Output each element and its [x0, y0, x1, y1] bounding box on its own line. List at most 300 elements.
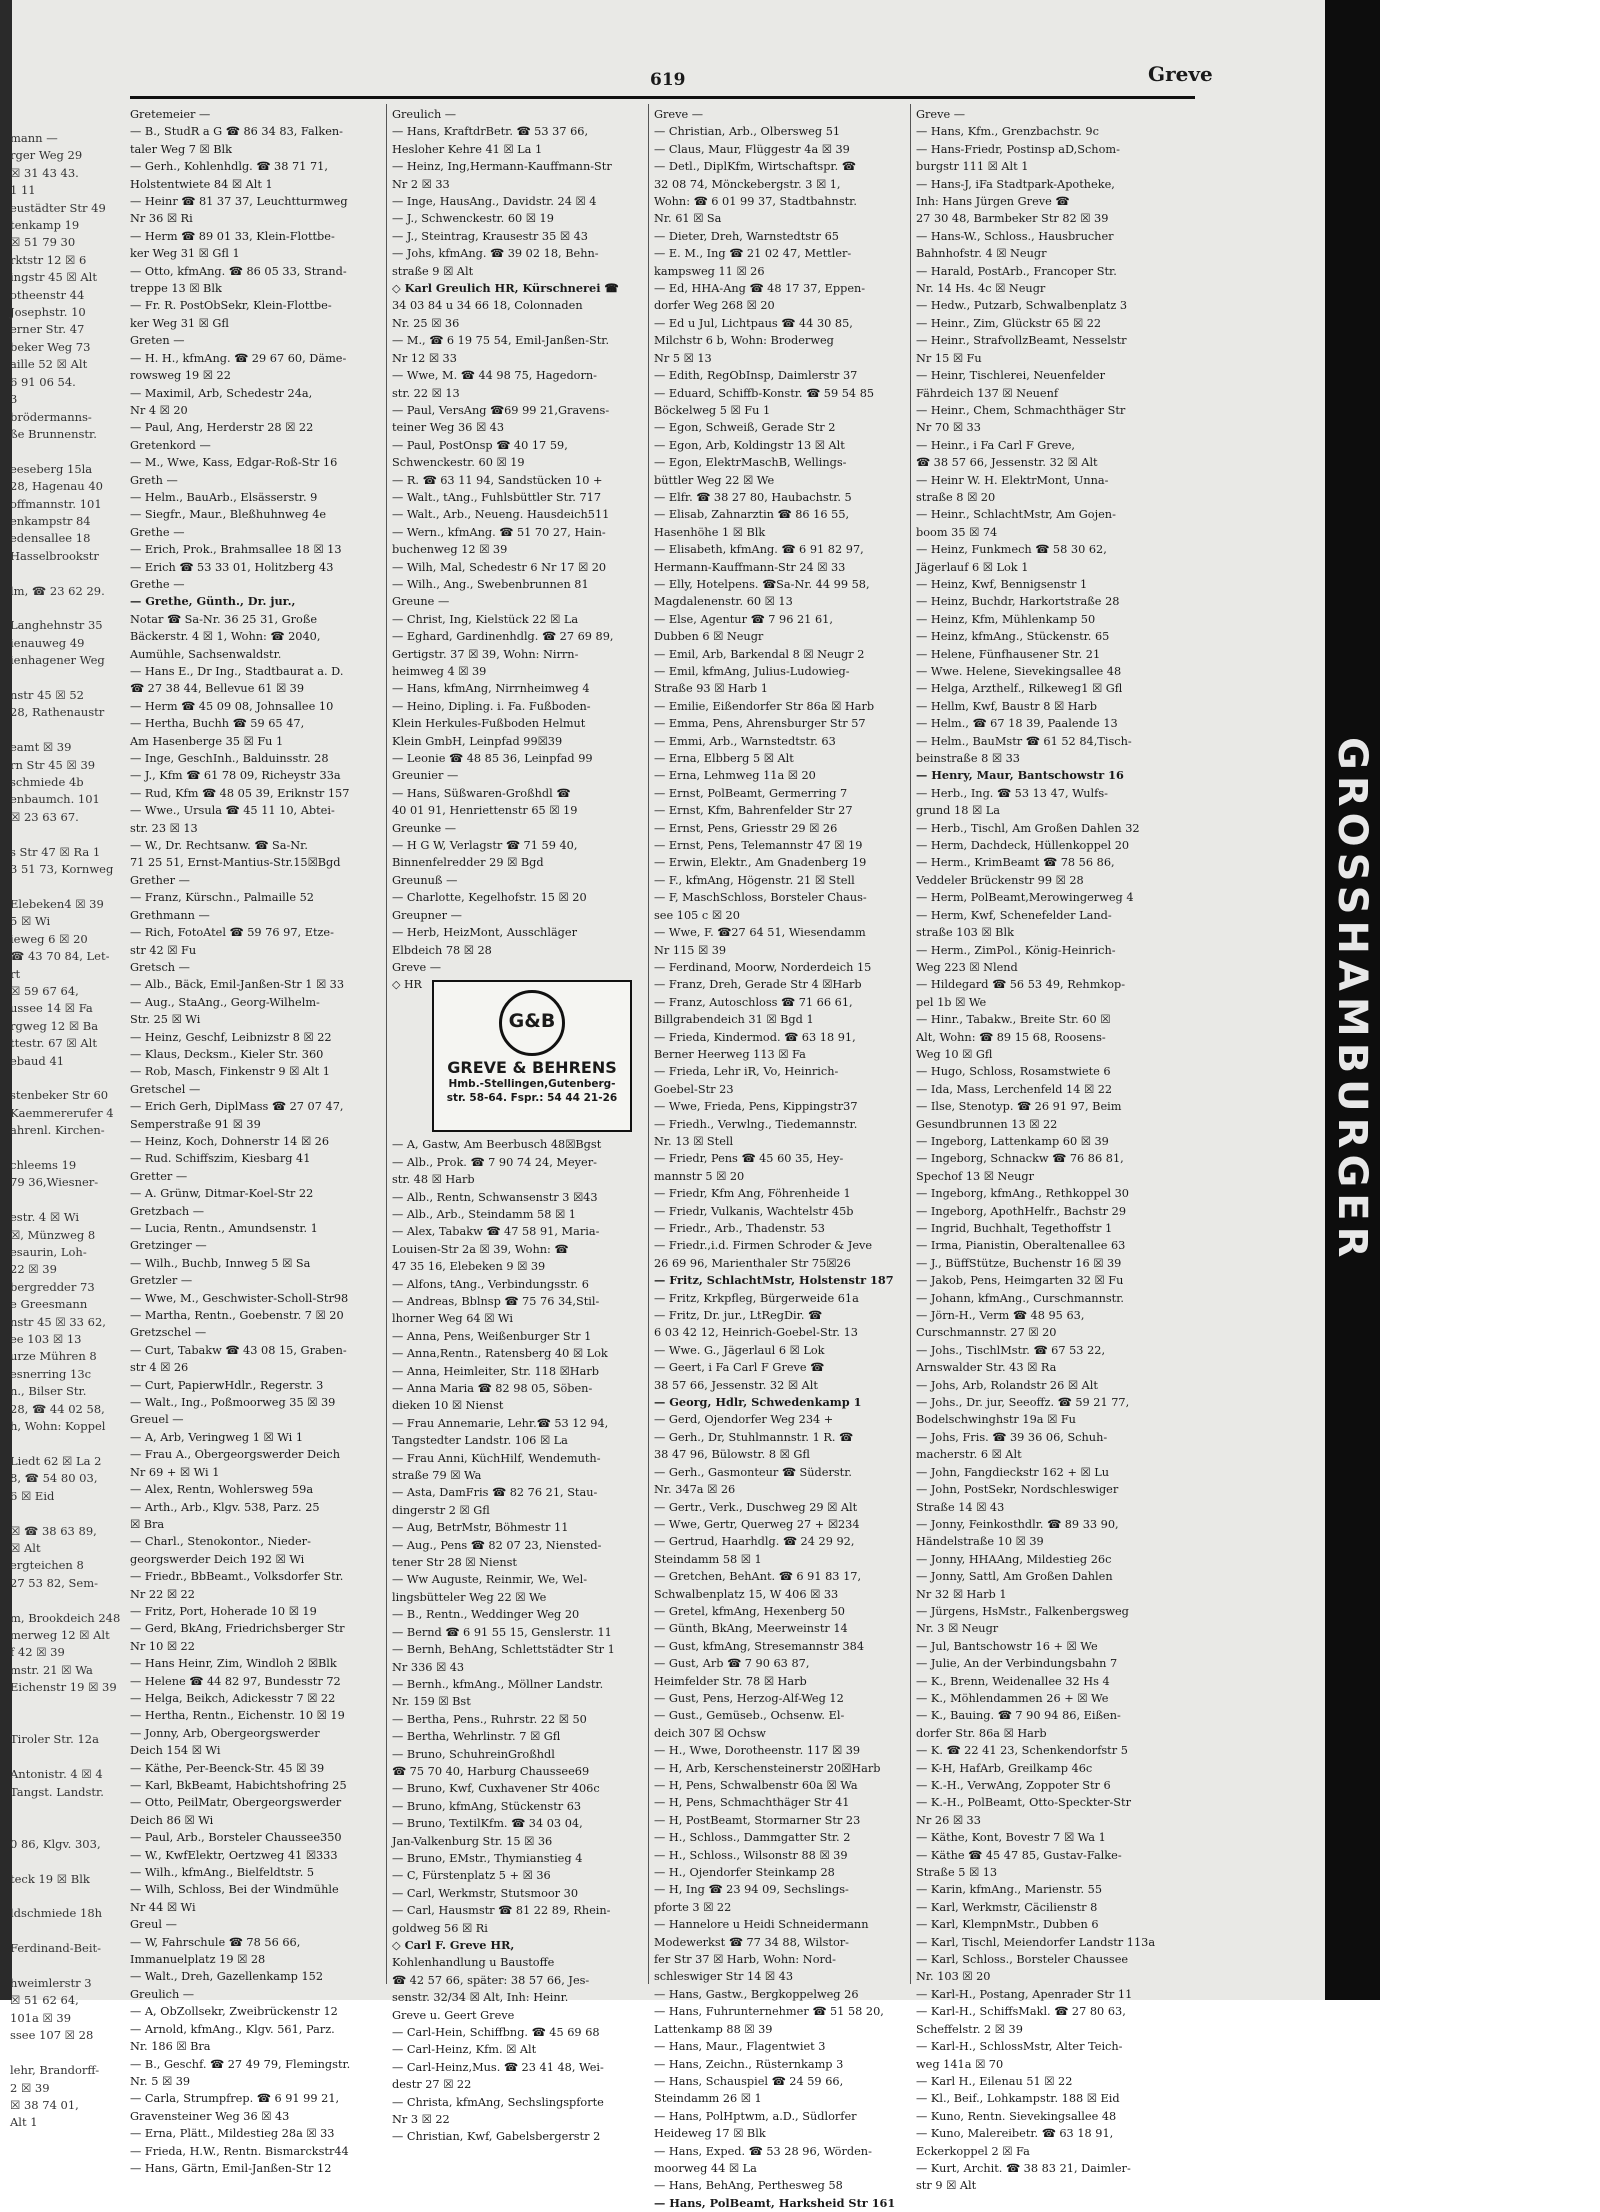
directory-entry: Hermann-Kauffmann-Str 24 ☒ 33 — [654, 560, 846, 574]
column-3 — [654, 106, 902, 2212]
advert-frame — [432, 980, 632, 1132]
bleed-line — [10, 670, 110, 687]
bleed-line: 101a ☒ 39 — [10, 2010, 72, 2025]
bleed-line: schmiede 4b — [10, 775, 84, 790]
directory-entry: — Helm., BauArb., Elsässerstr. 9 — [130, 490, 318, 504]
directory-entry: Nr 36 ☒ Ri — [130, 212, 193, 226]
bleed-line — [10, 722, 110, 739]
directory-entry: — Christian, Kwf, Gabelsbergerstr 2 — [392, 2130, 601, 2144]
directory-entry: 38 57 66, Jessenstr. 32 ☒ Alt — [654, 1378, 818, 1392]
directory-entry: Scheffelstr. 2 ☒ 39 — [916, 2022, 1023, 2036]
directory-entry: — Detl., DiplKfm, Wirtschaftspr. ☎ — [654, 160, 856, 174]
directory-entry: Nr. 14 Hs. 4c ☒ Neugr — [916, 282, 1046, 296]
directory-entry: Nr 10 ☒ 22 — [130, 1639, 195, 1653]
bleed-line: Elebeken4 ☒ 39 — [10, 896, 104, 911]
bleed-line: ergteichen 8 — [10, 1558, 84, 1573]
directory-entry: Böckelweg 5 ☒ Fu 1 — [654, 403, 771, 417]
directory-entry: Bodelschwinghstr 19a ☒ Fu — [916, 1413, 1076, 1427]
directory-entry: — Inge, HausAng., Davidstr. 24 ☒ 4 — [392, 195, 597, 209]
directory-entry: dorfer Str. 86a ☒ Harb — [916, 1726, 1047, 1740]
bleed-line — [10, 1505, 110, 1522]
directory-entry: — Käthe, Per-Beenck-Str. 45 ☒ 39 — [130, 1761, 325, 1775]
directory-entry: Arnswalder Str. 43 ☒ Ra — [916, 1361, 1057, 1375]
bleed-line: ☒ Alt — [10, 1540, 41, 1555]
bleed-line: 3 — [10, 392, 18, 407]
directory-entry: — Wwe, F. ☎27 64 51, Wiesendamm — [654, 926, 866, 940]
directory-entry: heimweg 4 ☒ 39 — [392, 665, 487, 678]
bleed-line — [10, 1592, 110, 1609]
directory-entry: Nr. 159 ☒ Bst — [392, 1695, 471, 1709]
bleed-line: 5 ☒ Wi — [10, 914, 51, 929]
bleed-line: brödermanns- — [10, 409, 92, 424]
directory-entry: Str. 25 ☒ Wi — [130, 1013, 201, 1027]
bleed-line: ße Brunnenstr. — [10, 426, 97, 441]
bleed-line: f 42 ☒ 39 — [10, 1645, 65, 1660]
side-watermark: GROSSHAMBURGER — [1329, 736, 1375, 1264]
directory-entry: — Friedr.,i.d. Firmen Schroder & Jeve — [654, 1239, 873, 1253]
directory-entry: — Arnold, kfmAng., Klgv. 561, Parz. — [130, 2022, 335, 2036]
directory-entry: — Lucia, Rentn., Amundsenstr. 1 — [130, 1222, 318, 1235]
scanner-edge — [1325, 0, 1380, 2000]
directory-entry: — K-H, HafArb, Greilkamp 46c — [916, 1761, 1093, 1775]
directory-entry: — Ingeborg, Lattenkamp 60 ☒ 39 — [916, 1134, 1109, 1148]
bleed-line: Liedt 62 ☒ La 2 — [10, 1453, 102, 1468]
directory-entry: Nr 15 ☒ Fu — [916, 351, 982, 365]
directory-entry: — Alex, Rentn, Wohlersweg 59a — [130, 1483, 314, 1497]
directory-entry: Jan-Valkenburg Str. 15 ☒ 36 — [392, 1834, 553, 1848]
directory-entry: — Jonny, Arb, Obergeorgswerder — [130, 1726, 320, 1740]
directory-entry: Nr 336 ☒ 43 — [392, 1660, 465, 1674]
directory-entry: — Walt., Ing., Poßmoorweg 35 ☒ 39 — [130, 1396, 336, 1410]
bleed-line: otheenstr 44 — [10, 287, 85, 302]
bleed-line — [10, 1888, 110, 1905]
directory-entry: — Hans-Friedr, Postinsp aD,Schom- — [916, 142, 1120, 156]
directory-entry: mannstr 5 ☒ 20 — [654, 1169, 745, 1183]
directory-entry: — Bernd ☎ 6 91 55 15, Genslerstr. 11 — [392, 1625, 612, 1639]
directory-entry: — Helene, Fünfhausener Str. 21 — [916, 647, 1101, 661]
directory-entry: — H, Pens, Schwalbenstr 60a ☒ Wa — [654, 1779, 858, 1792]
bleed-line: ee 103 ☒ 13 — [10, 1332, 82, 1347]
directory-entry: — Alb., Rentn, Schwansenstr 3 ☒43 — [392, 1190, 598, 1204]
directory-entry: — Hans, Kfm., Grenzbachstr. 9c — [916, 125, 1099, 139]
bleed-line: ☒ 31 43 43. — [10, 165, 79, 180]
directory-entry: Dubben 6 ☒ Neugr — [654, 630, 764, 644]
directory-entry: buchenweg 12 ☒ 39 — [392, 543, 508, 557]
directory-entry: Nr. 103 ☒ 20 — [916, 1970, 991, 1984]
directory-entry: — Kl., Beif., Lohkampstr. 188 ☒ Eid — [916, 2092, 1120, 2106]
directory-entry: — Bertha, Wehrlinstr. 7 ☒ Gfl — [392, 1730, 561, 1744]
surname-heading: Gretenkord — — [130, 438, 211, 452]
surname-heading: Greuel — — [130, 1413, 184, 1427]
directory-entry: Tangstedter Landstr. 106 ☒ La — [392, 1434, 568, 1448]
bleed-line: lehr, Brandorff- — [10, 2063, 100, 2078]
directory-entry: str. 23 ☒ 13 — [130, 821, 198, 835]
directory-entry: — Frau Anni, KüchHilf, Wendemuth- — [392, 1451, 601, 1465]
bleed-line: merweg 12 ☒ Alt — [10, 1627, 110, 1642]
directory-entry: — H. H., kfmAng. ☎ 29 67 60, Däme- — [130, 351, 347, 365]
directory-entry: — Bernh., kfmAng., Möllner Landstr. — [392, 1677, 604, 1691]
directory-entry: — John, PostSekr, Nordschleswiger — [916, 1483, 1119, 1497]
directory-entry: — Curt, PapierwHdlr., Regerstr. 3 — [130, 1378, 324, 1392]
directory-entry: Magdalenenstr. 60 ☒ 13 — [654, 595, 793, 609]
directory-entry: straße 9 ☒ Alt — [392, 264, 474, 278]
directory-entry: — Heinr., StrafvollzBeamt, Nesselstr — [916, 334, 1127, 348]
directory-entry: — Bernh, BehAng, Schlettstädter Str 1 — [392, 1643, 615, 1657]
bleed-line: ussee 14 ☒ Fa — [10, 1001, 93, 1016]
bleed-line: ienhagener Weg — [10, 653, 105, 668]
bleed-line — [10, 878, 110, 895]
column-2 — [392, 106, 640, 2146]
directory-entry: Kohlenhandlung u Baustoffe — [392, 1956, 555, 1970]
bleed-line: h, Wohn: Koppel — [10, 1419, 106, 1434]
surname-heading: Greve — — [654, 108, 704, 121]
directory-entry: — Heinz, Kwf, Bennigsenstr 1 — [916, 577, 1088, 591]
directory-entry: — Charlotte, Kegelhofstr. 15 ☒ 20 — [392, 891, 587, 905]
directory-entry: — Alb., Bäck, Emil-Janßen-Str 1 ☒ 33 — [130, 978, 345, 992]
bleed-line: Josephstr. 10 — [10, 305, 86, 320]
directory-entry: — Frau A., Obergeorgswerder Deich — [130, 1448, 341, 1462]
directory-entry: ◇ Carl F. Greve HR, — [392, 1938, 515, 1952]
bleed-line — [10, 565, 110, 582]
directory-entry: Nr 70 ☒ 33 — [916, 421, 981, 435]
directory-entry: — Hinr., Tabakw., Breite Str. 60 ☒ — [916, 1013, 1111, 1027]
directory-entry: Gravensteiner Weg 36 ☒ 43 — [130, 2109, 290, 2123]
directory-entry: Milchstr 6 b, Wohn: Broderweg — [654, 334, 834, 348]
bleed-line: 3 51 73, Kornweg — [10, 862, 114, 877]
directory-entry: — Ww Auguste, Reinmir, We, Wel- — [392, 1573, 588, 1587]
directory-entry: — Herm, Kwf, Schenefelder Land- — [916, 908, 1112, 922]
column-divider — [910, 104, 911, 1984]
directory-entry: — H., Schloss., Wilsonstr 88 ☒ 39 — [654, 1848, 848, 1862]
bleed-line — [10, 1958, 110, 1975]
bleed-line — [10, 600, 110, 617]
directory-entry: Nr. 61 ☒ Sa — [654, 212, 722, 226]
surname-heading: Greve — — [916, 108, 966, 121]
directory-entry: Nr. 186 ☒ Bra — [130, 2040, 211, 2054]
directory-entry: taler Weg 7 ☒ Blk — [130, 142, 233, 156]
directory-entry: moorweg 44 ☒ La — [654, 2161, 757, 2175]
directory-entry: — Erwin, Elektr., Am Gnadenberg 19 — [654, 856, 867, 870]
directory-entry: — J., BüffStütze, Buchenstr 16 ☒ 39 — [916, 1256, 1122, 1270]
directory-entry: — Aug, BetrMstr, Böhmestr 11 — [392, 1521, 569, 1535]
directory-entry: — Rich, FotoAtel ☎ 59 76 97, Etze- — [130, 926, 334, 940]
directory-entry: — John, Fangdieckstr 162 + ☒ Lu — [916, 1465, 1110, 1479]
directory-entry: str. 22 ☒ 13 — [392, 386, 460, 400]
directory-entry: Semperstraße 91 ☒ 39 — [130, 1117, 261, 1131]
bleed-line: eeseberg 15la — [10, 461, 93, 476]
directory-entry: — Arth., Arb., Klgv. 538, Parz. 25 — [130, 1500, 320, 1514]
directory-entry: — Karl-H., Postang, Apenrader Str 11 — [916, 1987, 1133, 2001]
directory-entry: — R. ☎ 63 11 94, Sandstücken 10 + — [392, 473, 603, 487]
directory-entry: Notar ☎ Sa-Nr. 36 25 31, Große — [130, 612, 318, 626]
directory-entry: — Hans, BehAng, Perthesweg 58 — [654, 2179, 843, 2193]
directory-entry: — Hans, KraftdrBetr. ☎ 53 37 66, — [392, 125, 589, 139]
directory-entry: Deich 154 ☒ Wi — [130, 1744, 221, 1758]
directory-entry: — Wwe, M., Geschwister-Scholl-Str98 — [130, 1291, 349, 1305]
directory-entry: 38 47 96, Bülowstr. 8 ☒ Gfl — [654, 1448, 810, 1462]
directory-entry: — Frieda, Lehr iR, Vo, Heinrich- — [654, 1065, 839, 1079]
bleed-line: 28, Rathenaustr — [10, 705, 105, 720]
directory-entry: büttler Weg 22 ☒ We — [654, 473, 775, 487]
directory-entry: — Hans-W., Schloss., Hausbrucher — [916, 229, 1114, 243]
surname-heading: Gretschel — — [130, 1082, 201, 1096]
directory-entry: — Anna Maria ☎ 82 98 05, Söben- — [392, 1382, 593, 1395]
bleed-line: ldschmiede 18h — [10, 1906, 103, 1921]
directory-entry: — Bruno, kfmAng, Stückenstr 63 — [392, 1799, 582, 1813]
bleed-line: rgweg 12 ☒ Ba — [10, 1018, 99, 1033]
directory-entry: — Gerd, Ojendorfer Weg 234 + — [654, 1413, 834, 1427]
directory-entry: — Wilh., Ang., Swebenbrunnen 81 — [392, 577, 589, 591]
directory-entry: Immanuelplatz 19 ☒ 28 — [130, 1953, 266, 1967]
directory-entry: — Siegfr., Maur., Bleßhuhnweg 4e — [130, 508, 327, 522]
directory-entry: — Erich ☎ 53 33 01, Holitzberg 43 — [130, 560, 334, 574]
directory-entry: lingsbütteler Weg 22 ☒ We — [392, 1590, 547, 1604]
directory-entry: 71 25 51, Ernst-Mantius-Str.15☒Bgd — [130, 856, 341, 870]
directory-entry: — Elly, Hotelpens. ☎Sa-Nr. 44 99 58, — [654, 577, 870, 591]
directory-entry: Goebel-Str 23 — [654, 1082, 734, 1096]
left-page-bleed — [10, 130, 121, 2130]
directory-entry: — Karl, Werkmstr, Cäcilienstr 8 — [916, 1900, 1098, 1914]
directory-entry: — Carl, Werkmstr, Stutsmoor 30 — [392, 1886, 579, 1900]
bleed-line — [10, 1070, 110, 1087]
directory-entry: Elbdeich 78 ☒ 28 — [392, 943, 492, 957]
directory-entry: — Herm, Dachdeck, Hüllenkoppel 20 — [916, 839, 1130, 853]
directory-entry: — Anna, Heimleiter, Str. 118 ☒Harb — [392, 1364, 599, 1378]
bleed-line — [10, 1818, 110, 1835]
surname-heading: Grethe — — [130, 525, 185, 539]
surname-heading: Greulich — — [130, 1987, 195, 2001]
directory-entry: str 9 ☒ Alt — [916, 2179, 977, 2193]
directory-entry: Nr 3 ☒ 22 — [392, 2113, 450, 2127]
bleed-line: 27 53 82, Sem- — [10, 1575, 98, 1590]
surname-heading: Greulich — — [392, 108, 457, 121]
directory-entry: — Emmi, Arb., Warnstedtstr. 63 — [654, 734, 836, 748]
bleed-line — [10, 1714, 110, 1731]
directory-entry: fer Str 37 ☒ Harb, Wohn: Nord- — [654, 1953, 836, 1967]
bleed-line: ssee 107 ☒ 28 — [10, 2028, 94, 2043]
directory-entry: — Bruno, Kwf, Cuxhavener Str 406c — [392, 1782, 600, 1796]
directory-entry: Hasenhöhe 1 ☒ Blk — [654, 525, 766, 539]
bleed-line: Alt 1 — [10, 2115, 38, 2130]
directory-entry: — Friedh., Verwlng., Tiedemannstr. — [654, 1117, 858, 1131]
directory-entry: ☒ Bra — [130, 1517, 165, 1531]
bleed-line: 8, ☎ 54 80 03, — [10, 1471, 98, 1486]
directory-entry: Nr. 5 ☒ 39 — [130, 2074, 191, 2088]
directory-entry: dorfer Weg 268 ☒ 20 — [654, 299, 775, 313]
directory-entry: — Hans, Maur., Flagentwiet 3 — [654, 2040, 826, 2054]
directory-entry: — J., Schwenckestr. 60 ☒ 19 — [392, 212, 554, 226]
directory-entry: — Heinr., SchlachtMstr, Am Gojen- — [916, 508, 1116, 522]
directory-entry: — Eghard, Gardinenhdlg. ☎ 27 69 89, — [392, 630, 614, 644]
directory-entry: — Helene ☎ 44 82 97, Bundesstr 72 — [130, 1674, 341, 1688]
directory-entry: Billgrabendeich 31 ☒ Bgd 1 — [654, 1013, 814, 1027]
directory-entry: Inh: Hans Jürgen Greve ☎ — [916, 195, 1070, 209]
directory-entry: — M., ☎ 6 19 75 54, Emil-Janßen-Str. — [392, 334, 610, 348]
directory-entry: — Carla, Strumpfrep. ☎ 6 91 99 21, — [130, 2092, 340, 2106]
directory-entry: — Hans, PolBeamt, Harksheid Str 161 — [654, 2195, 896, 2210]
directory-entry: — Friedr., Arb., Thadenstr. 53 — [654, 1222, 825, 1235]
directory-entry: — Herb, HeizMont, Ausschläger — [392, 926, 578, 940]
surname-heading: Greunier — — [392, 769, 459, 783]
bleed-line: ahrenl. Kirchen- — [10, 1123, 105, 1138]
directory-entry: 32 08 74, Mönckebergstr. 3 ☒ 1, — [654, 177, 841, 191]
surname-heading: Gretzler — — [130, 1274, 193, 1288]
directory-entry: — Egon, Arb, Koldingstr 13 ☒ Alt — [654, 438, 845, 452]
bleed-line: 6 ☒ Eid — [10, 1488, 55, 1503]
bleed-line — [10, 1697, 110, 1714]
directory-entry: 40 01 91, Henriettenstr 65 ☒ 19 — [392, 804, 578, 818]
directory-entry: — Julie, An der Verbindungsbahn 7 — [916, 1657, 1118, 1671]
directory-entry: — Fritz, Krkpfleg, Bürgerweide 61a — [654, 1291, 859, 1305]
bleed-line: ttestr. 67 ☒ Alt — [10, 1036, 97, 1051]
directory-entry: Steindamm 26 ☒ 1 — [654, 2092, 762, 2106]
directory-entry: — Rud, Kfm ☎ 48 05 39, Eriknstr 157 — [130, 786, 350, 800]
directory-entry: Heideweg 17 ☒ Blk — [654, 2127, 766, 2141]
surname-heading: Grether — — [130, 873, 190, 887]
directory-entry: — Hans E., Dr Ing., Stadtbaurat a. D. — [130, 665, 344, 678]
directory-entry: teiner Weg 36 ☒ 43 — [392, 421, 505, 435]
bleed-line: stenbeker Str 60 — [10, 1088, 109, 1103]
directory-entry: — Christa, kfmAng, Sechslingspforte — [392, 2095, 604, 2109]
bleed-line: 28, ☎ 44 02 58, — [10, 1401, 105, 1416]
directory-entry: Greve u. Geert Greve — [392, 2008, 515, 2022]
directory-entry: — Heinr., i Fa Carl F Greve, — [916, 438, 1076, 452]
directory-entry: straße 103 ☒ Blk — [916, 926, 1014, 940]
directory-entry: — Erich Gerh, DiplMass ☎ 27 07 47, — [130, 1100, 344, 1114]
directory-entry: Curschmannstr. 27 ☒ 20 — [916, 1326, 1057, 1340]
directory-entry: — Walt., Dreh, Gazellenkamp 152 — [130, 1970, 324, 1984]
directory-entry: Alt, Wohn: ☎ 89 15 68, Roosens- — [916, 1030, 1106, 1044]
bleed-line: estr. 4 ☒ Wi — [10, 1210, 80, 1225]
directory-entry: — Paul, Arb., Borsteler Chaussee350 — [130, 1831, 342, 1845]
directory-entry: Am Hasenberge 35 ☒ Fu 1 — [130, 734, 284, 748]
directory-entry: — H G W, Verlagstr ☎ 71 59 40, — [392, 839, 578, 853]
directory-entry: — Johs, Arb, Rolandstr 26 ☒ Alt — [916, 1378, 1098, 1392]
directory-entry: Händelstraße 10 ☒ 39 — [916, 1535, 1044, 1549]
directory-entry: — Erna, Elbberg 5 ☒ Alt — [654, 752, 794, 766]
bleed-line: m, Brookdeich 248 — [10, 1610, 121, 1625]
directory-entry: — Wilh., Buchb, Innweg 5 ☒ Sa — [130, 1256, 311, 1270]
bleed-line: 1 11 — [10, 183, 36, 198]
directory-entry: — Wwe, Gertr, Querweg 27 + ☒234 — [654, 1517, 860, 1531]
directory-entry: pforte 3 ☒ 22 — [654, 1900, 732, 1914]
surname-heading: Greune — — [392, 595, 450, 609]
directory-entry: — Carl-Hein, Schiffbng. ☎ 45 69 68 — [392, 2026, 600, 2040]
directory-entry: Gesundbrunnen 13 ☒ 22 — [916, 1117, 1058, 1131]
bleed-line: ☒ 38 74 01, — [10, 2097, 79, 2112]
directory-entry: — Asta, DamFris ☎ 82 76 21, Stau- — [392, 1486, 598, 1500]
directory-entry: — K.-H., VerwAng, Zoppoter Str 6 — [916, 1779, 1111, 1792]
surname-heading: Grethe — — [130, 577, 185, 591]
bleed-line: Kaemmererufer 4 — [10, 1105, 114, 1120]
directory-entry: Nr. 3 ☒ Neugr — [916, 1622, 999, 1636]
directory-entry: senstr. 32/34 ☒ Alt, Inh: Heinr. — [392, 1991, 569, 2005]
directory-entry: str 4 ☒ 26 — [130, 1361, 189, 1375]
directory-entry: — Friedr, Kfm Ang, Föhrenheide 1 — [654, 1187, 851, 1201]
directory-entry: — Ingrid, Buchhalt, Tegethoffstr 1 — [916, 1222, 1113, 1235]
bleed-line: urze Mühren 8 — [10, 1349, 97, 1364]
directory-entry: — Carl-Heinz, Kfm. ☒ Alt — [392, 2043, 537, 2057]
directory-entry: — Erich, Prok., Brahmsallee 18 ☒ 13 — [130, 543, 342, 557]
directory-entry: — Wilh, Mal, Schedestr 6 Nr 17 ☒ 20 — [392, 560, 607, 574]
directory-entry: Nr 2 ☒ 33 — [392, 177, 450, 191]
directory-entry: — Paul, Ang, Herderstr 28 ☒ 22 — [130, 421, 314, 435]
directory-entry: see 105 c ☒ 20 — [654, 908, 740, 922]
directory-entry: — K.-H., PolBeamt, Otto-Speckter-Str — [916, 1796, 1131, 1810]
column-1 — [130, 106, 378, 2177]
directory-entry: — J., Steintrag, Krausestr 35 ☒ 43 — [392, 229, 588, 243]
surname-heading: Greunke — — [392, 821, 457, 835]
directory-entry: — Hans, Schauspiel ☎ 24 59 66, — [654, 2074, 844, 2088]
surname-heading: Gretzschel — — [130, 1326, 207, 1340]
directory-entry: Binnenfelredder 29 ☒ Bgd — [392, 856, 544, 870]
directory-entry: — Hertha, Buchh ☎ 59 65 47, — [130, 717, 305, 731]
directory-entry: — Karl-H., SchiffsMakl. ☎ 27 80 63, — [916, 2005, 1126, 2019]
directory-entry: — Heinz, Kfm, Mühlenkamp 50 — [916, 612, 1096, 626]
directory-entry: — Egon, Schweiß, Gerade Str 2 — [654, 421, 836, 435]
bleed-line — [10, 1192, 110, 1209]
directory-entry: — Emil, kfmAng, Julius-Ludowieg- — [654, 665, 850, 678]
directory-entry: — Käthe, Kont, Bovestr 7 ☒ Wa 1 — [916, 1831, 1106, 1845]
directory-entry: — Heinz, Ing,Hermann-Kauffmann-Str — [392, 160, 612, 174]
bleed-line: beker Weg 73 — [10, 339, 91, 354]
directory-entry: — Heinz, Funkmech ☎ 58 30 62, — [916, 543, 1107, 557]
directory-entry: — Christian, Arb., Olbersweg 51 — [654, 125, 841, 139]
directory-entry: — Gerh., Dr, Stuhlmannstr. 1 R. ☎ — [654, 1430, 854, 1444]
bleed-line: teck 19 ☒ Blk — [10, 1871, 90, 1886]
directory-entry: — Christ, Ing, Kielstück 22 ☒ La — [392, 612, 579, 626]
directory-entry: — Georg, Hdlr, Schwedenkamp 1 — [654, 1395, 862, 1410]
directory-entry: — Hedw., Putzarb, Schwalbenplatz 3 — [916, 299, 1128, 313]
directory-entry: — Frieda, H.W., Rentn. Bismarckstr44 — [130, 2144, 349, 2158]
directory-entry: ker Weg 31 ☒ Gfl — [130, 316, 229, 330]
directory-entry: straße 79 ☒ Wa — [392, 1469, 482, 1483]
directory-entry: — Ernst, Pens, Griesstr 29 ☒ 26 — [654, 821, 838, 835]
surname-heading: Greul — — [130, 1918, 177, 1932]
directory-entry: — Herm ☎ 45 09 08, Johnsallee 10 — [130, 699, 334, 713]
directory-entry: — Egon, ElektrMaschB, Wellings- — [654, 456, 847, 470]
bleed-line: ☒ ☎ 38 63 89, — [10, 1523, 97, 1538]
directory-entry: weg 141a ☒ 70 — [916, 2057, 1004, 2071]
directory-entry: — Johann, kfmAng., Curschmannstr. — [916, 1291, 1124, 1305]
directory-entry: — Heinr ☎ 81 37 37, Leuchtturmweg — [130, 195, 348, 209]
directory-entry: — Karl, Tischl, Meiendorfer Landstr 113a — [916, 1935, 1156, 1949]
directory-entry: — Fritz, SchlachtMstr, Holstenstr 187 — [654, 1273, 894, 1288]
directory-entry: deich 307 ☒ Ochsw — [654, 1726, 766, 1740]
directory-entry: ☎ 38 57 66, Jessenstr. 32 ☒ Alt — [916, 456, 1098, 470]
directory-entry: — Karl, BkBeamt, Habichtshofring 25 — [130, 1779, 347, 1792]
directory-entry: — Else, Agentur ☎ 7 96 21 61, — [654, 612, 833, 626]
directory-entry: — H, Ing ☎ 23 94 09, Sechslings- — [654, 1883, 849, 1897]
directory-entry: — Maximil, Arb, Schedestr 24a, — [130, 386, 313, 400]
directory-entry: — Anna, Pens, Weißenburger Str 1 — [392, 1329, 592, 1343]
bleed-line: Hasselbrookstr — [10, 548, 99, 563]
directory-entry: — Hugo, Schloss, Rosamstwiete 6 — [916, 1065, 1111, 1079]
directory-entry: Heimfelder Str. 78 ☒ Harb — [654, 1674, 807, 1688]
bleed-line: Ferdinand-Beit- — [10, 1941, 102, 1956]
directory-entry: Holstentwiete 84 ☒ Alt 1 — [130, 177, 273, 191]
bleed-line: mstr. 21 ☒ Wa — [10, 1662, 93, 1677]
directory-entry: schleswiger Str 14 ☒ 43 — [654, 1970, 794, 1984]
directory-entry: — Gretchen, BehAnt. ☎ 6 91 83 17, — [654, 1570, 862, 1584]
directory-entry: — A, Arb, Veringweg 1 ☒ Wi 1 — [130, 1430, 304, 1444]
directory-entry: — Wern., kfmAng. ☎ 51 70 27, Hain- — [392, 525, 606, 539]
directory-entry: — H., Schloss., Dammgatter Str. 2 — [654, 1831, 851, 1845]
bleed-line: rktstr 12 ☒ 6 — [10, 252, 87, 267]
bleed-line: chleems 19 — [10, 1157, 77, 1172]
directory-entry: Bäckerstr. 4 ☒ 1, Wohn: ☎ 2040, — [130, 630, 321, 644]
bleed-line: rn Str 45 ☒ 39 — [10, 757, 96, 772]
